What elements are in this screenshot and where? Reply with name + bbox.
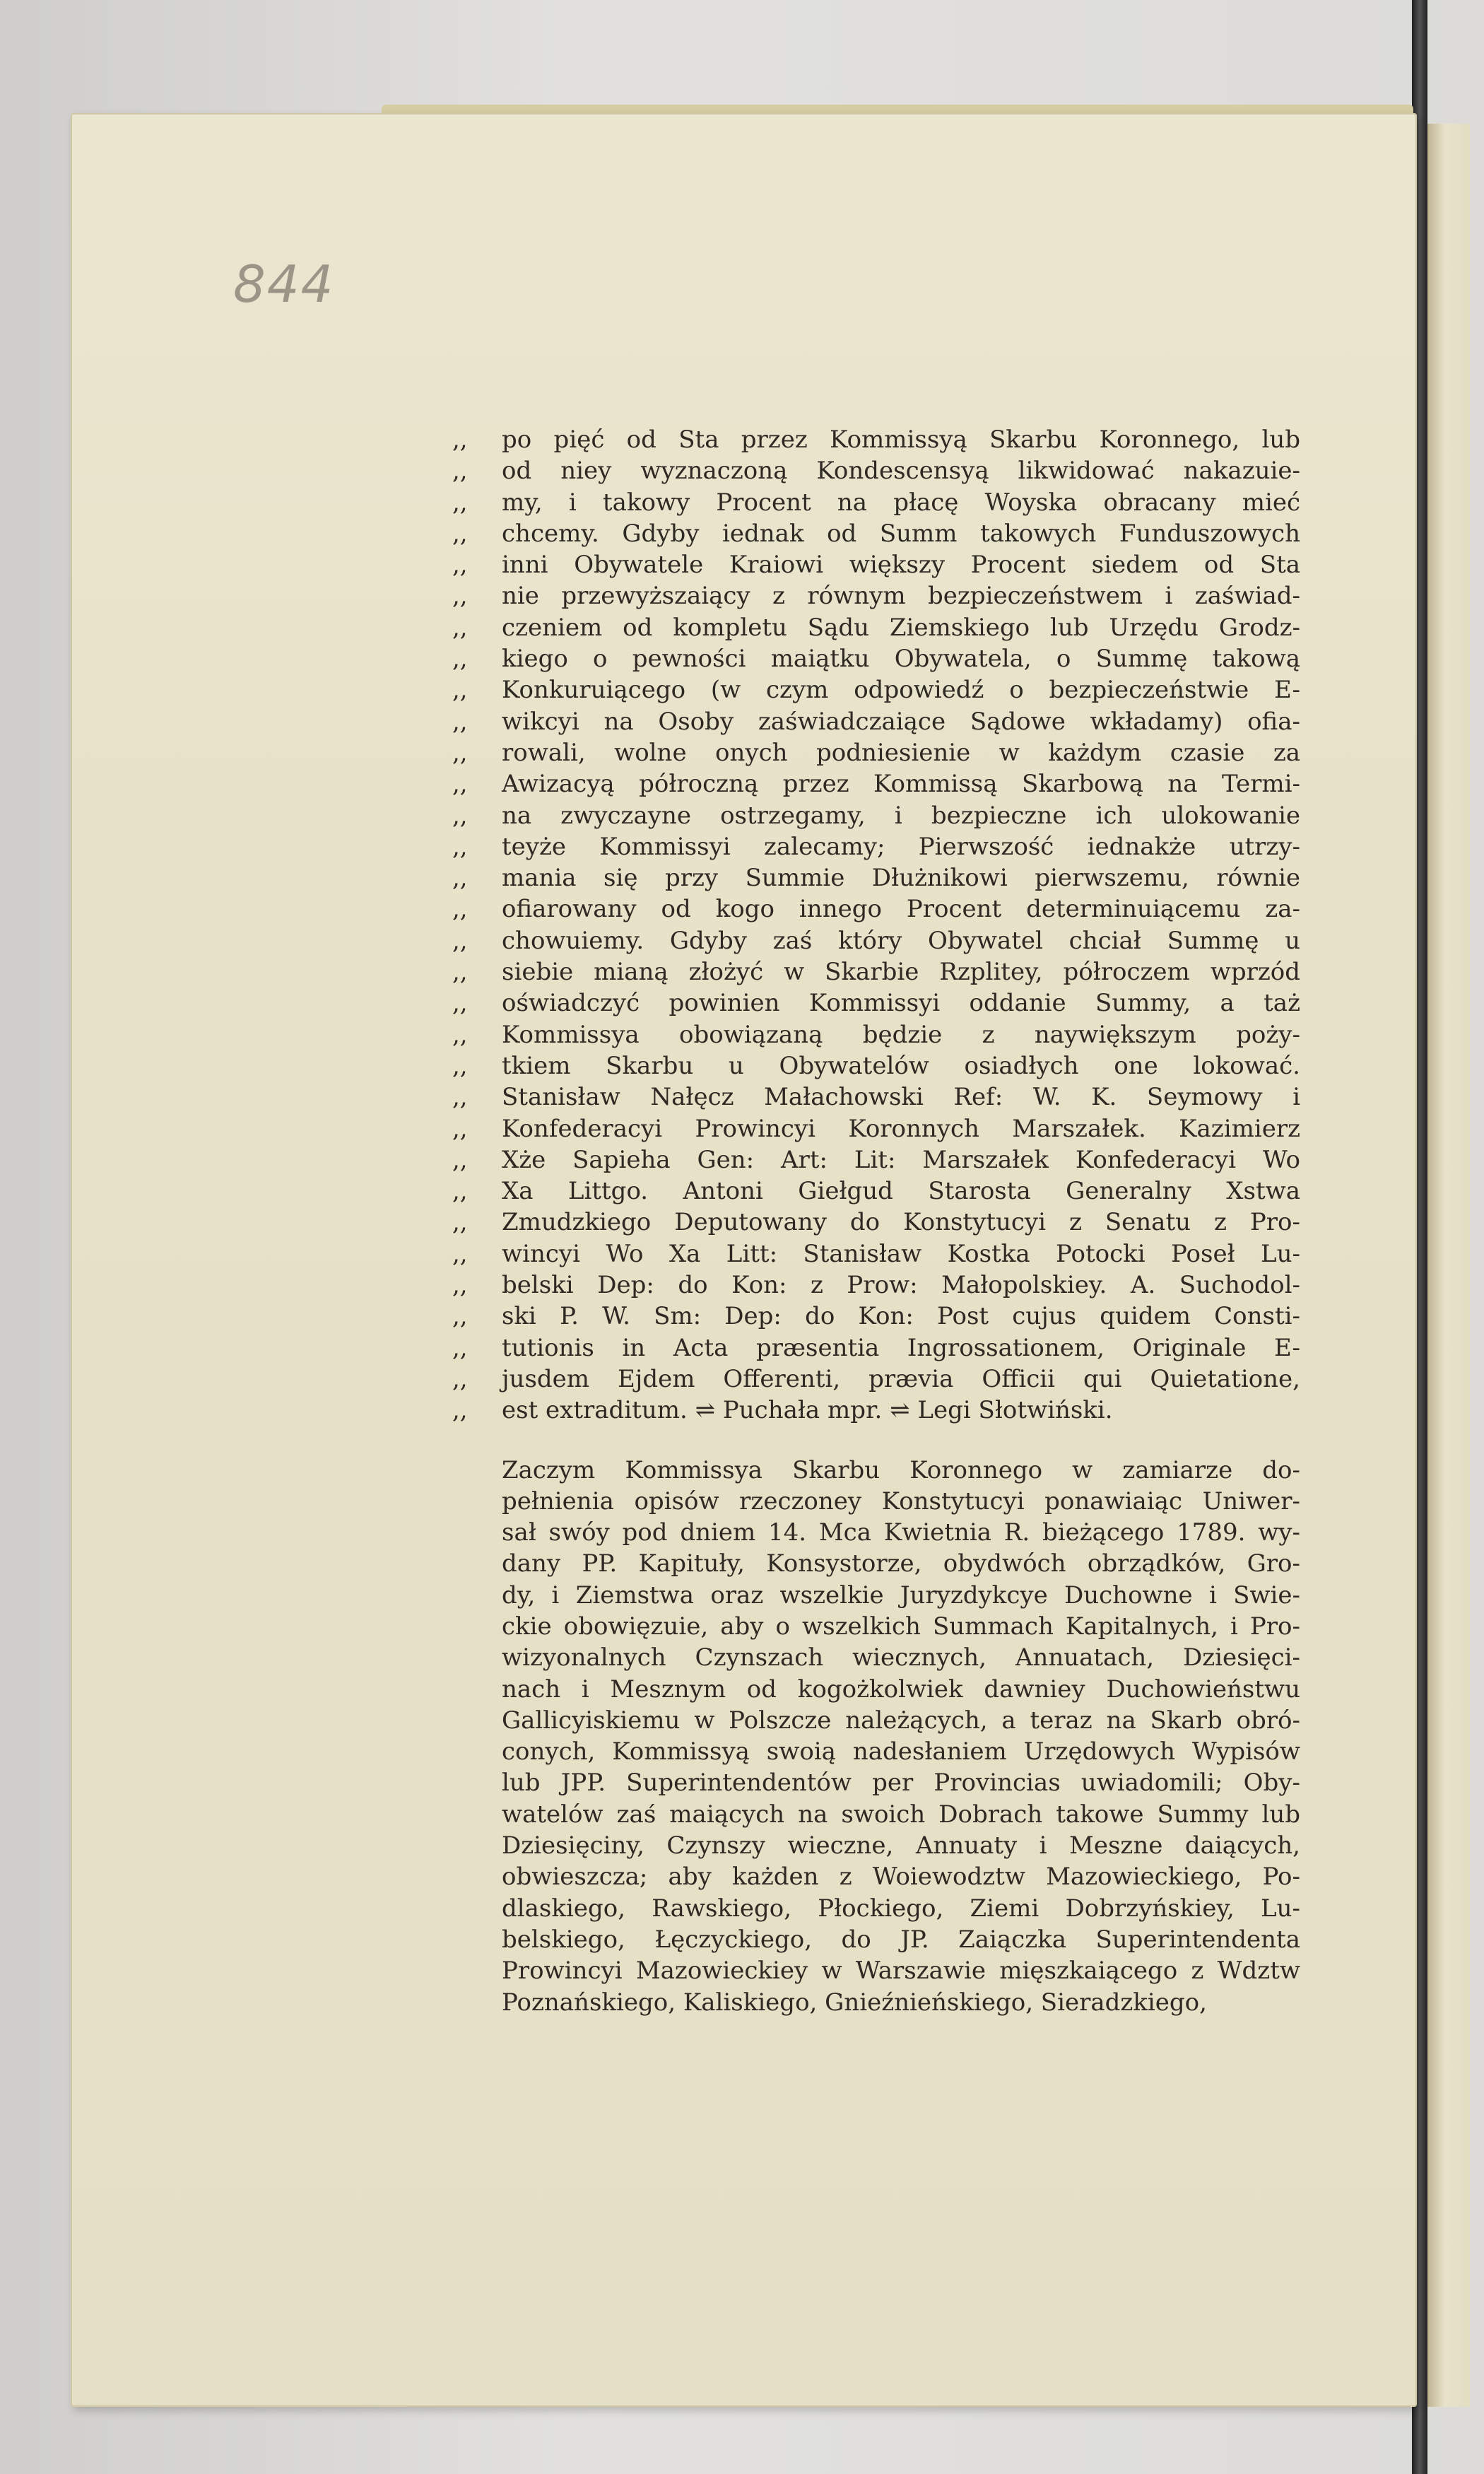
quoted-constitution-text [452, 424, 1300, 1426]
text-line [452, 1364, 1300, 1395]
text-line: Zaczym Kommissya Skarbu Koronnego w zamiarze do- [502, 1455, 1300, 1484]
line-text: oświadczyć powinien Kommissyi oddanie Summy, a taż [502, 989, 1300, 1018]
line-text: Zmudzkiego Deputowany do Konstytucyi z Senatu z Pro- [502, 1208, 1300, 1237]
text-line [452, 1395, 1300, 1426]
quote-mark: ,, [452, 1208, 468, 1237]
folio-number: 844 [233, 254, 335, 314]
line-text: Xże Sapieha Gen: Art: Lit: Marszałek Konfederacyi Wo [502, 1145, 1300, 1174]
text-line [452, 706, 1300, 737]
text-line: wizyonalnych Czynszach wiecznych, Annuatach, Dziesięci- [502, 1643, 1300, 1672]
quote-mark: ,, [452, 1271, 468, 1300]
text-line [452, 1270, 1300, 1301]
text-line [452, 424, 1300, 455]
text-line: conych, Kommissyą swoią nadesłaniem Urzędowych Wypisów [502, 1737, 1300, 1766]
text-line [452, 800, 1300, 831]
text-line [452, 831, 1300, 862]
text-line [452, 455, 1300, 486]
line-text: kiego o pewności maiątku Obywatela, o Summę takową [502, 645, 1300, 674]
line-text: est extraditum. ⇌ Puchała mpr. ⇌ Legi Słotwiński. [502, 1396, 1113, 1425]
quote-mark: ,, [452, 551, 468, 580]
text-line [452, 1238, 1300, 1270]
quote-mark: ,, [452, 801, 468, 830]
text-line [452, 893, 1300, 925]
line-text: po pięć od Sta przez Kommissyą Skarbu Koronnego, lub [502, 426, 1300, 454]
text-line [452, 487, 1300, 518]
next-page-edge [1427, 124, 1470, 2407]
line-text: siebie mianą złożyć w Skarbie Rzplitey, półroczem wprzód [502, 958, 1300, 987]
line-text: wincyi Wo Xa Litt: Stanisław Kostka Potocki Poseł Lu- [502, 1239, 1300, 1268]
text-line: dy, i Ziemstwa oraz wszelkie Juryzdykcye Duchowne i Swie- [502, 1581, 1300, 1610]
line-text: czeniem od kompletu Sądu Ziemskiego lub Urzędu Grodz- [502, 613, 1300, 642]
text-line [452, 1207, 1300, 1238]
line-text: belski Dep: do Kon: z Prow: Małopolskiey. A. Suchodol- [502, 1271, 1300, 1300]
quote-mark: ,, [452, 1145, 468, 1174]
text-line: pełnienia opisów rzeczoney Konstytucyi ponawiaiąc Uniwer- [502, 1487, 1300, 1516]
line-text: tkiem Skarbu u Obywatelów osiadłych one lokować. [502, 1051, 1300, 1080]
line-text: chcemy. Gdyby iednak od Summ takowych Funduszowych [502, 519, 1300, 548]
text-line [452, 1301, 1300, 1332]
quote-mark: ,, [452, 1333, 468, 1362]
quote-mark: ,, [452, 645, 468, 674]
line-text: tutionis in Acta præsentia Ingrossationem, Originale E- [502, 1333, 1300, 1362]
text-line [452, 1144, 1300, 1176]
line-text: jusdem Ejdem Offerenti, prævia Officii qui Quietatione, [502, 1364, 1300, 1393]
quote-mark: ,, [452, 1083, 468, 1112]
line-text: mania się przy Summie Dłużnikowi pierwszemu, równie [502, 864, 1300, 893]
text-line [452, 612, 1300, 643]
quote-mark: ,, [452, 676, 468, 705]
quote-mark: ,, [452, 1020, 468, 1049]
document-text [452, 424, 1300, 2018]
quote-mark: ,, [452, 426, 468, 454]
quote-mark: ,, [452, 613, 468, 642]
quote-mark: ,, [452, 519, 468, 548]
text-line: sał swóy pod dniem 14. Mca Kwietnia R. bieżącego 1789. wy- [502, 1518, 1300, 1547]
text-line [452, 1019, 1300, 1050]
line-text: my, i takowy Procent na płacę Woyska obracany mieć [502, 488, 1300, 517]
line-text: nie przewyższaiący z równym bezpieczeństwem i zaświad- [502, 582, 1300, 611]
text-line [452, 1081, 1300, 1113]
quote-mark: ,, [452, 1364, 468, 1393]
quote-mark: ,, [452, 958, 468, 987]
commission-paragraph [452, 1455, 1300, 2018]
line-text: Stanisław Nałęcz Małachowski Ref: W. K. Seymowy i [502, 1083, 1300, 1112]
line-text: Kommissya obowiązaną będzie z naywiększym poży- [502, 1020, 1300, 1049]
text-line: obwieszcza; aby każden z Woiewodztw Mazowieckiego, Po- [502, 1863, 1300, 1892]
quote-mark: ,, [452, 457, 468, 486]
line-text: Konfederacyi Prowincyi Koronnych Marszałek. Kazimierz [502, 1114, 1300, 1143]
quote-mark: ,, [452, 1177, 468, 1206]
text-line: dany PP. Kapituły, Konsystorze, obydwóch obrządków, Gro- [502, 1549, 1300, 1578]
text-line [452, 518, 1300, 549]
text-line: ckie obowięzuie, aby o wszelkich Summach Kapitalnych, i Pro- [502, 1612, 1300, 1641]
line-text: Konkuruiącego (w czym odpowiedź o bezpieczeństwie E- [502, 676, 1300, 705]
text-line [452, 925, 1300, 956]
text-line [452, 862, 1300, 893]
text-line [452, 956, 1300, 987]
line-text: Awizacyą półroczną przez Kommissą Skarbową na Termi- [502, 770, 1300, 799]
text-line [452, 1050, 1300, 1081]
quote-mark: ,, [452, 488, 468, 517]
text-line [452, 1113, 1300, 1144]
quote-mark: ,, [452, 1239, 468, 1268]
line-text: inni Obywatele Kraiowi większy Procent siedem od Sta [502, 551, 1300, 580]
quote-mark: ,, [452, 864, 468, 893]
text-line [452, 580, 1300, 611]
text-line: nach i Mesznym od kogożkolwiek dawniey Duchowieństwu [502, 1675, 1300, 1704]
text-line: Gallicyiskiemu w Polszcze należących, a teraz na Skarb obró- [502, 1706, 1300, 1735]
quote-mark: ,, [452, 582, 468, 611]
quote-mark: ,, [452, 832, 468, 861]
text-line [452, 737, 1300, 768]
quote-mark: ,, [452, 1396, 468, 1425]
text-line: belskiego, Łęczyckiego, do JP. Zaiączka Superintendenta [502, 1925, 1300, 1954]
line-text: od niey wyznaczoną Kondescensyą likwidować nakazuie- [502, 457, 1300, 486]
text-line: Poznańskiego, Kaliskiego, Gnieźnieńskiego, Sieradzkiego, [502, 1988, 1207, 2017]
text-line [452, 768, 1300, 799]
line-text: na zwyczayne ostrzegamy, i bezpieczne ich ulokowanie [502, 801, 1300, 830]
quote-mark: ,, [452, 926, 468, 955]
line-text: teyże Kommissyi zalecamy; Pierwszość iednakże utrzy- [502, 832, 1300, 861]
line-text: wikcyi na Osoby zaświadczaiące Sądowe wkładamy) ofia- [502, 707, 1300, 736]
quote-mark: ,, [452, 895, 468, 924]
text-line: Prowincyi Mazowieckiey w Warszawie mięszkaiącego z Wdztw [502, 1957, 1300, 1986]
line-text: rowali, wolne onych podniesienie w każdym czasie za [502, 738, 1300, 767]
text-line [452, 549, 1300, 580]
quote-mark: ,, [452, 1302, 468, 1331]
text-line [452, 1332, 1300, 1364]
text-line: watelów zaś maiących na swoich Dobrach takowe Summy lub [502, 1800, 1300, 1829]
text-line [452, 1176, 1300, 1207]
line-text: ski P. W. Sm: Dep: do Kon: Post cujus quidem Consti- [502, 1302, 1300, 1331]
text-line [452, 674, 1300, 705]
line-text: ofiarowany od kogo innego Procent determinuiącemu za- [502, 895, 1300, 924]
text-line: Dziesięciny, Czynszy wieczne, Annuaty i Meszne daiących, [502, 1831, 1300, 1860]
line-text: Xa Littgo. Antoni Giełgud Starosta Generalny Xstwa [502, 1177, 1300, 1206]
quote-mark: ,, [452, 707, 468, 736]
quote-mark: ,, [452, 770, 468, 799]
text-line [452, 643, 1300, 674]
quote-mark: ,, [452, 1114, 468, 1143]
text-line: lub JPP. Superintendentów per Provincias uwiadomili; Oby- [502, 1769, 1300, 1798]
quote-mark: ,, [452, 738, 468, 767]
text-line [452, 987, 1300, 1019]
line-text: chowuiemy. Gdyby zaś który Obywatel chciał Summę u [502, 926, 1300, 955]
text-line: dlaskiego, Rawskiego, Płockiego, Ziemi Dobrzyńskiey, Lu- [502, 1894, 1300, 1923]
quote-mark: ,, [452, 989, 468, 1018]
quote-mark: ,, [452, 1051, 468, 1080]
